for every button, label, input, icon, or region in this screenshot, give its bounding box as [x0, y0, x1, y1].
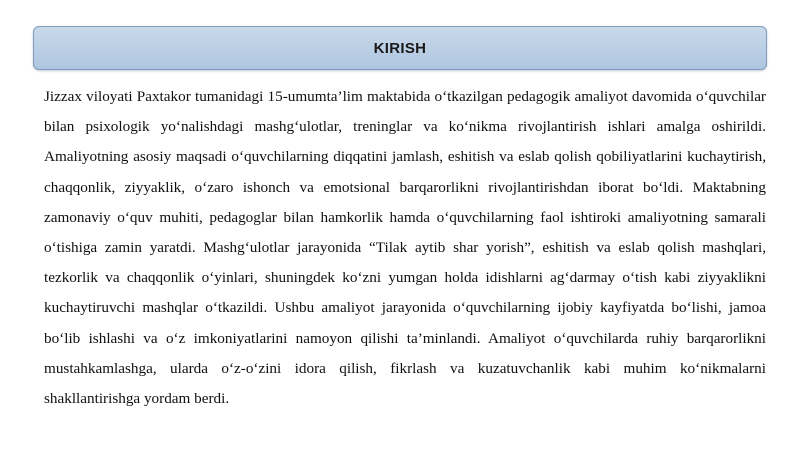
section-header-banner — [33, 26, 767, 70]
body-paragraph: Jizzax viloyati Paxtakor tumanidagi 15-umumta’lim maktabida oʻtkazilgan pedagogik amaliyot davomida oʻquvchilar bilan psixologik yoʻnalishdagi mashgʻulotlar, treninglar va koʻnikma rivojlantirish ishlari amalga oshirildi. Amaliyotning asosiy maqsadi oʻquvchilarning diqqatini jamlash, eshitish va eslab qolish qobiliyatlarini kuchaytirish, chaqqonlik, ziyyaklik, oʻzaro ishonch va emotsional barqarorlikni rivojlantirishdan iborat boʻldi. Maktabning zamonaviy oʻquv muhiti, pedagoglar bilan hamkorlik hamda oʻquvchilarning faol ishtiroki amaliyotning samarali oʻtishiga zamin yaratdi. Mashgʻulotlar jarayonida “Tilak aytib shar yorish”, eshitish va eslab qolish mashqlari, tezkorlik va chaqqonlik oʻyinlari, shuningdek koʻzni yumgan holda idishlarni agʻdarmay oʻtish kabi ziyyaklikni kuchaytiruvchi mashqlar oʻtkazildi. Ushbu amaliyot jarayonida oʻquvchilarning ijobiy kayfiyatda boʻlishi, jamoa boʻlib ishlashi va oʻz imkoniyatlarini namoyon qilishi ta’minlandi. Amaliyot oʻquvchilarda ruhiy barqarorlikni mustahkamlashga, ularda oʻz-oʻzini idora qilish, fikrlash va kuzatuvchanlik kabi muhim koʻnikmalarni shakllantirishga yordam berdi. — [44, 88, 766, 408]
section-title: KIRISH — [373, 39, 427, 57]
